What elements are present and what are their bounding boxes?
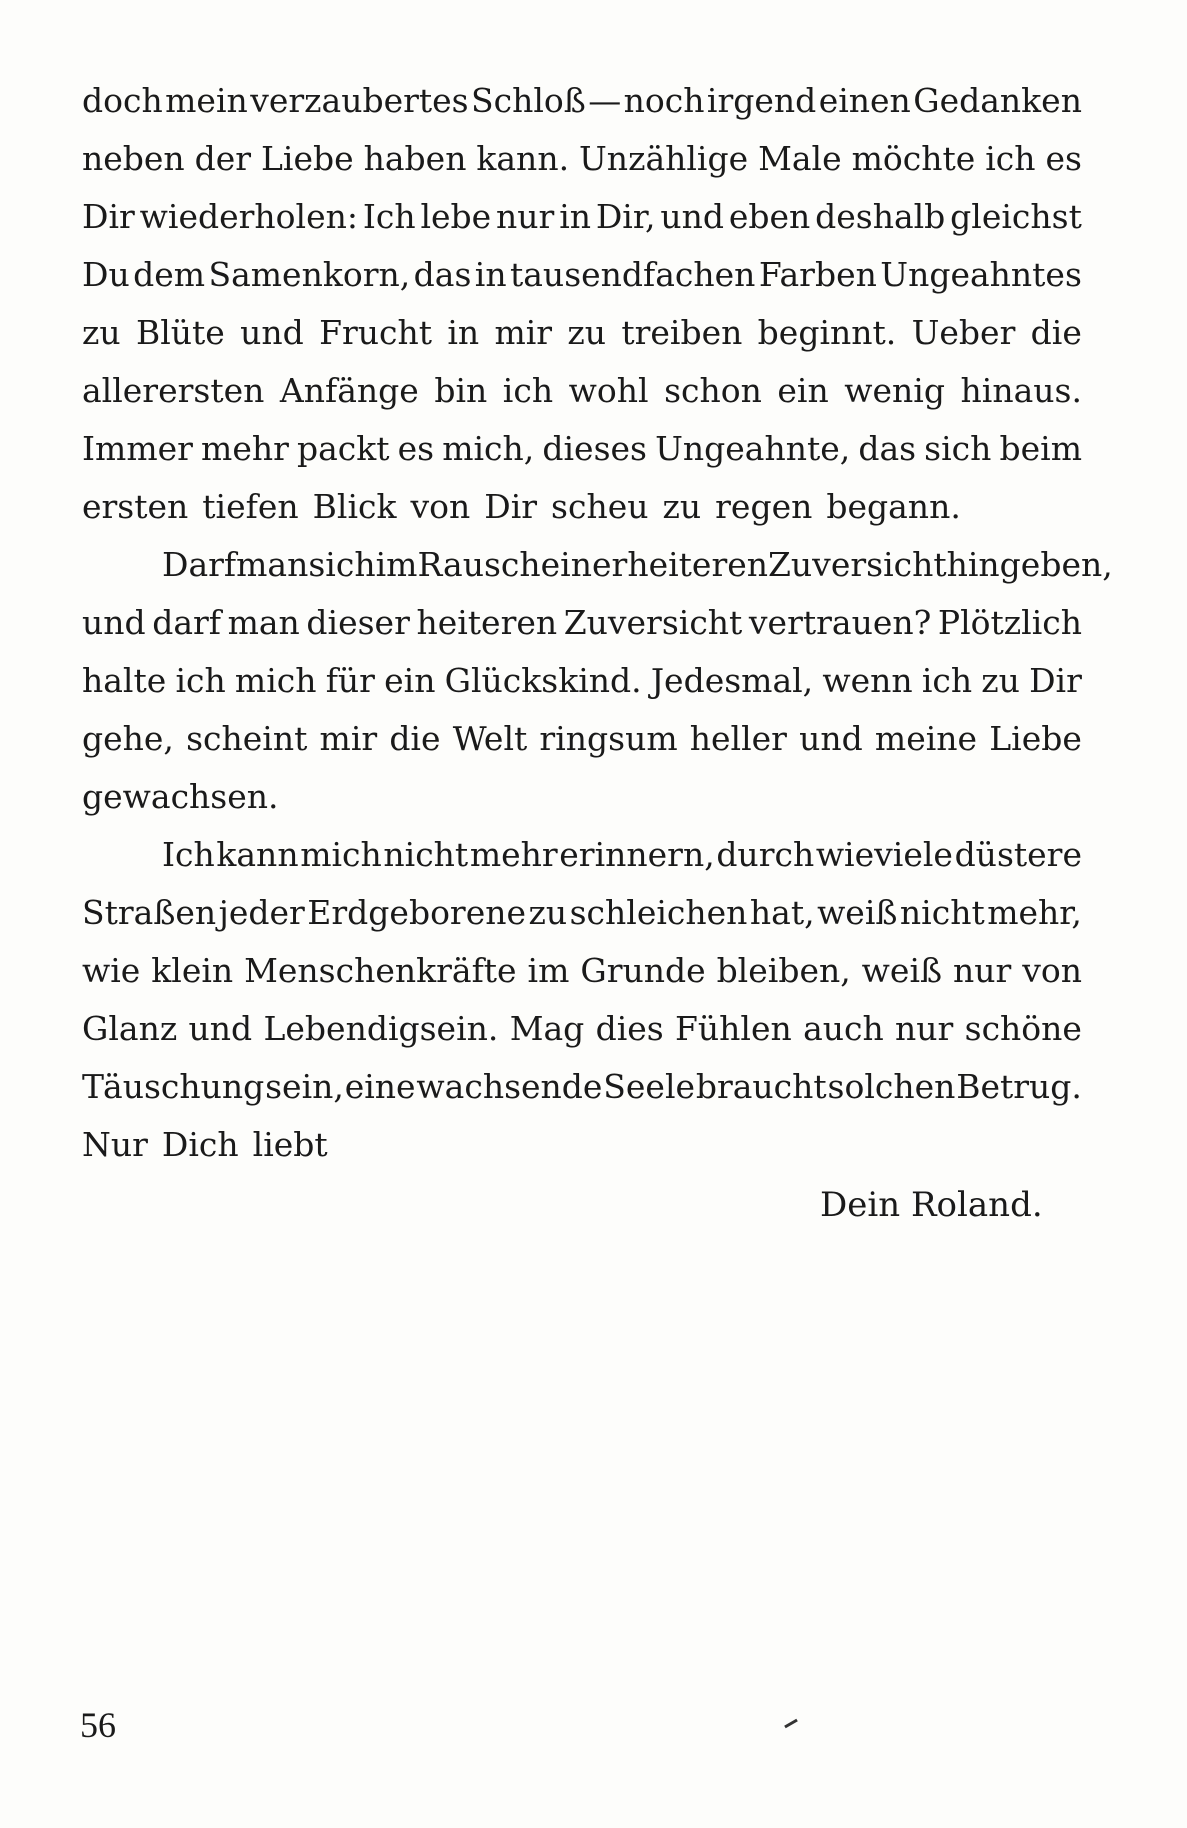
word: Dir: [82, 197, 135, 236]
word: ich: [175, 661, 226, 700]
word: zu: [528, 893, 568, 932]
word: Anfänge: [279, 371, 419, 410]
word: man: [236, 545, 309, 584]
text-line: [82, 1000, 1082, 1058]
word: vertrauen?: [748, 603, 932, 642]
word: im: [375, 545, 418, 584]
text-line: [82, 594, 1082, 652]
word: heiteren: [416, 603, 558, 642]
word: Zuversicht: [563, 603, 743, 642]
word: verzaubertes: [250, 81, 469, 120]
word: Fühlen: [675, 1009, 792, 1048]
word: Welt: [452, 719, 528, 758]
word: Straßen: [82, 893, 217, 932]
word: Ueber: [911, 313, 1016, 352]
word: einer: [540, 545, 628, 584]
text-line: [82, 188, 1082, 246]
word: tausendfachen: [510, 255, 756, 294]
word: ein: [384, 661, 436, 700]
word: doch: [82, 81, 163, 120]
word: Blüte: [135, 313, 225, 352]
word: zu: [567, 313, 607, 352]
word: bleiben,: [716, 951, 851, 990]
word: zu: [82, 313, 121, 352]
word: meine: [874, 719, 978, 758]
word: möchte: [851, 139, 976, 178]
word: mehr,: [987, 893, 1082, 932]
word: mich: [234, 661, 317, 700]
word: kann.: [476, 139, 570, 178]
word: schleichen: [569, 893, 748, 932]
word: Jedesmal,: [650, 661, 814, 700]
word: zu: [662, 487, 702, 526]
word: noch: [623, 81, 705, 120]
signature: Dein Roland.: [820, 1185, 1043, 1225]
word: Immer: [82, 429, 193, 468]
word: regen: [715, 487, 813, 526]
word: eben: [728, 197, 811, 236]
word: Betrug.: [956, 1067, 1082, 1106]
word: Dir: [484, 487, 538, 526]
word: Blick: [312, 487, 397, 526]
word: mehr: [201, 429, 289, 468]
word: Ungeahntes: [880, 255, 1082, 294]
word: sich: [308, 545, 376, 584]
text-line: [82, 420, 1082, 478]
word: sein,: [265, 1067, 344, 1106]
text-line: [82, 1058, 1082, 1116]
word: braucht: [695, 1067, 827, 1106]
word: dies: [595, 1009, 664, 1048]
word: tiefen: [202, 487, 299, 526]
word: erinnern,: [559, 835, 715, 874]
word: scheint: [186, 719, 308, 758]
word: düstere: [954, 835, 1082, 874]
word: treiben: [621, 313, 743, 352]
word: Gedanken: [913, 81, 1082, 120]
word: in: [474, 255, 507, 294]
word: im: [527, 951, 570, 990]
word: mein: [165, 81, 248, 120]
word: ich: [502, 371, 554, 410]
word: Ungeahnte,: [655, 429, 851, 468]
text-line: [82, 72, 1082, 130]
word: mir: [319, 719, 378, 758]
word: es: [1045, 139, 1082, 178]
word: Darf: [162, 545, 237, 584]
paragraph-2: [82, 536, 1113, 826]
word: liebt: [252, 1125, 328, 1164]
word: Unzählige: [579, 139, 749, 178]
word: mich: [300, 835, 382, 874]
word: wieviele: [815, 835, 953, 874]
word: dieser: [306, 603, 410, 642]
word: Nur: [82, 1125, 148, 1164]
word: die: [389, 719, 441, 758]
text-line: [82, 768, 1082, 826]
word: Menschenkräfte: [244, 951, 517, 990]
word: Male: [758, 139, 842, 178]
word: hingeben,: [946, 545, 1113, 584]
word: Zuversicht: [768, 545, 947, 584]
word: ersten: [82, 487, 189, 526]
word: mich,: [442, 429, 535, 468]
word: Grunde: [580, 951, 706, 990]
word: gehe,: [82, 719, 174, 758]
word: Täuschung: [82, 1067, 265, 1106]
word: und: [660, 197, 724, 236]
word: man: [227, 603, 300, 642]
word: Glanz: [82, 1009, 178, 1048]
word: begann.: [826, 487, 961, 526]
ink-mark: [784, 1719, 798, 1729]
word: Samenkorn,: [208, 255, 411, 294]
paragraph-1: [82, 72, 1082, 536]
word: Seele: [603, 1067, 696, 1106]
word: Du: [82, 255, 130, 294]
text-line: [82, 536, 1113, 594]
word: solchen: [827, 1067, 956, 1106]
word: nur: [895, 1009, 954, 1048]
word: lebe: [420, 197, 492, 236]
word: der: [194, 139, 252, 178]
word: von: [1022, 951, 1082, 990]
word: wiederholen:: [139, 197, 358, 236]
word: Ich: [162, 835, 215, 874]
word: schöne: [964, 1009, 1082, 1048]
word: ich: [921, 661, 973, 700]
text-line: [82, 304, 1082, 362]
word: die: [1030, 313, 1082, 352]
word: Frucht: [319, 313, 432, 352]
word: von: [410, 487, 471, 526]
word: jeder: [218, 893, 305, 932]
word: es: [397, 429, 435, 468]
word: auch: [803, 1009, 884, 1048]
text-line: [82, 246, 1082, 304]
word: ringsum: [539, 719, 678, 758]
word: halte: [82, 661, 167, 700]
word: nicht: [899, 893, 985, 932]
text-line: [82, 478, 1082, 536]
word: weiß: [817, 893, 898, 932]
word: Dich: [161, 1125, 239, 1164]
word: allerersten: [82, 371, 265, 410]
word: irgend: [706, 81, 817, 120]
word: Liebe: [261, 139, 354, 178]
text-line: [82, 826, 1082, 884]
text-line: [82, 130, 1082, 188]
word: heller: [689, 719, 787, 758]
word: hat,: [749, 893, 815, 932]
word: nur: [496, 197, 555, 236]
word: dieses: [542, 429, 647, 468]
word: hinaus.: [960, 371, 1082, 410]
word: durch: [716, 835, 815, 874]
text-line: [82, 884, 1082, 942]
word: und: [240, 313, 304, 352]
word: mehr: [469, 835, 558, 874]
word: das: [858, 429, 917, 468]
word: Plötzlich: [937, 603, 1082, 642]
text-line: [82, 710, 1082, 768]
word: wenn: [822, 661, 913, 700]
word: weiß: [861, 951, 943, 990]
paragraph-3: [82, 826, 1082, 1174]
word: ich: [985, 139, 1036, 178]
word: Farben: [758, 255, 877, 294]
word: das: [413, 255, 472, 294]
letter-text: [82, 72, 1113, 1174]
word: ein: [777, 371, 829, 410]
word: einen: [818, 81, 911, 120]
word: wohl: [568, 371, 649, 410]
word: Schloß: [471, 81, 586, 120]
word: für: [325, 661, 375, 700]
word: zu: [981, 661, 1020, 700]
word: und: [188, 1009, 253, 1048]
word: dem: [133, 255, 206, 294]
word: bin: [434, 371, 488, 410]
word: in: [447, 313, 480, 352]
word: wenig: [844, 371, 945, 410]
text-line: [82, 362, 1082, 420]
word: nicht: [383, 835, 469, 874]
word: Mag: [509, 1009, 585, 1048]
word: nur: [952, 951, 1012, 990]
word: Rausch: [417, 545, 541, 584]
word: sich: [924, 429, 992, 468]
word: Erdgeborene: [307, 893, 527, 932]
word: heiteren: [627, 545, 768, 584]
text-line: [82, 652, 1082, 710]
word: packt: [296, 429, 390, 468]
word: Lebendigsein.: [263, 1009, 499, 1048]
word: neben: [82, 139, 185, 178]
word: in: [559, 197, 591, 236]
word: beginnt.: [757, 313, 897, 352]
word: wie: [82, 951, 141, 990]
word: klein: [151, 951, 234, 990]
word: schon: [664, 371, 762, 410]
word: deshalb: [815, 197, 946, 236]
word: Dir: [1029, 661, 1082, 700]
word: haben: [363, 139, 467, 178]
word: gleichst: [950, 197, 1082, 236]
word: wachsende: [416, 1067, 603, 1106]
word: Dir,: [595, 197, 656, 236]
word: scheu: [551, 487, 649, 526]
word: Ich: [362, 197, 416, 236]
word: —: [588, 81, 622, 120]
page-number: 56: [80, 1705, 116, 1745]
word: und: [82, 603, 146, 642]
word: kann: [216, 835, 299, 874]
word: Liebe: [989, 719, 1082, 758]
text-line: [82, 1116, 1082, 1174]
text-line: [82, 942, 1082, 1000]
word: darf: [152, 603, 222, 642]
word: und: [799, 719, 863, 758]
word: eine: [344, 1067, 416, 1106]
word: gewachsen.: [82, 777, 279, 816]
word: Glückskind.: [444, 661, 642, 700]
word: beim: [999, 429, 1082, 468]
word: mir: [494, 313, 553, 352]
